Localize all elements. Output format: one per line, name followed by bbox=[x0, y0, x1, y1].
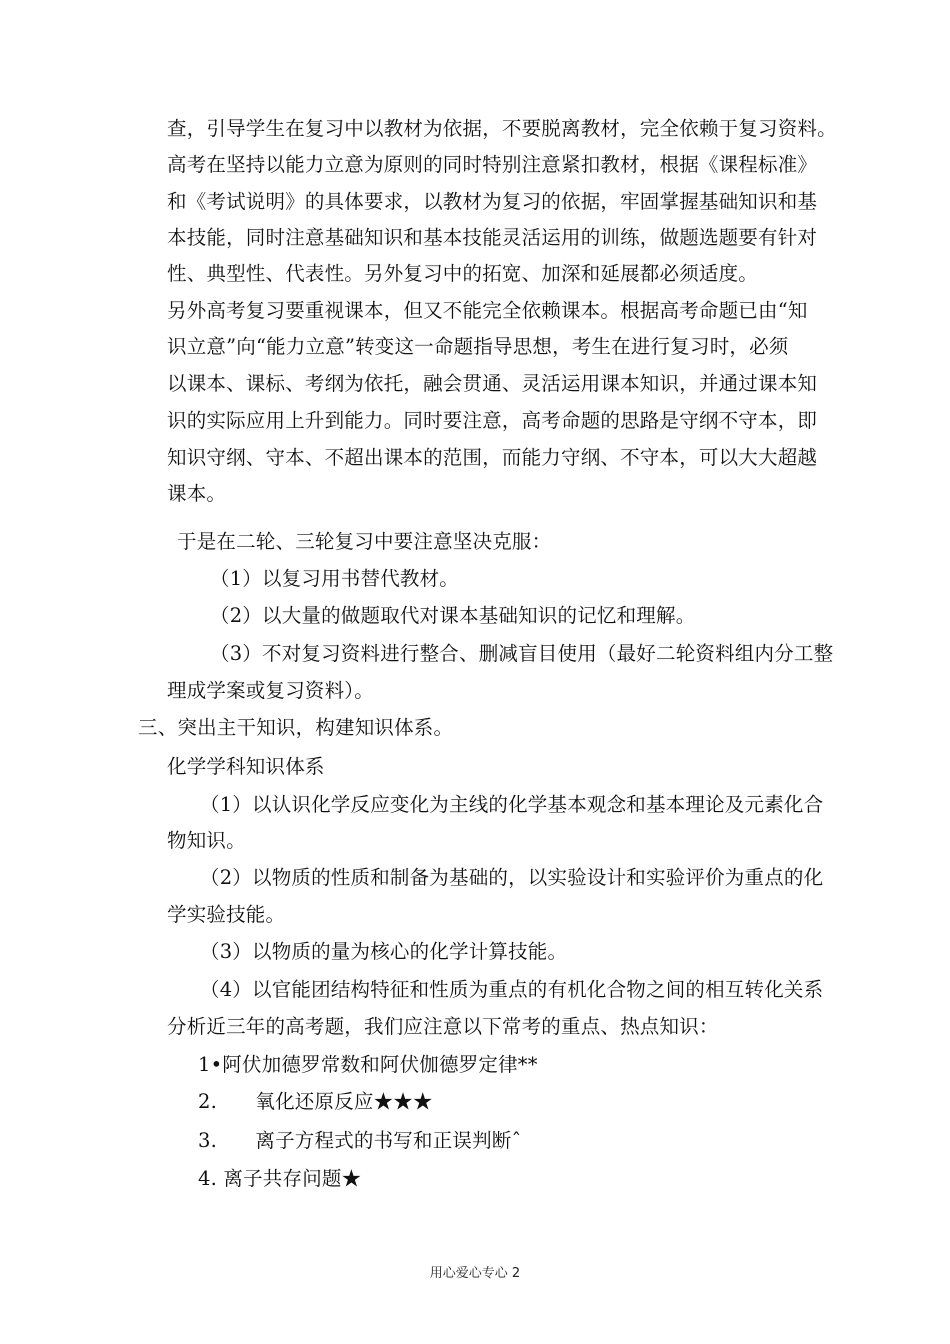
paragraph-line: 性、典型性、代表性。另外复习中的拓宽、加深和延展都必须适度。 bbox=[167, 262, 759, 285]
list-item: 1•阿伏加德罗常数和阿伏伽德罗定律** bbox=[198, 1053, 538, 1076]
list-item: 2. 氧化还原反应★★★ bbox=[198, 1090, 433, 1113]
list-item: 理成学案或复习资料）。 bbox=[167, 679, 374, 702]
list-item: 物知识。 bbox=[167, 829, 246, 852]
list-item: 3. 离子方程式的书写和正误判断ˆ bbox=[198, 1129, 522, 1152]
paragraph-line: 课本。 bbox=[167, 482, 227, 505]
page-footer: 用心爱心专心 2 bbox=[429, 1266, 521, 1281]
paragraph-line: 识立意”向“能力立意”转变这一命题指导思想，考生在进行复习时，必须 bbox=[167, 335, 789, 358]
paragraph-line: 于是在二轮、三轮复习中要注意坚决克服： bbox=[177, 530, 552, 553]
paragraph-line: 查，引导学生在复习中以教材为依据，不要脱离教材，完全依赖于复习资料。 bbox=[167, 117, 837, 140]
list-item: （1）以认识化学反应变化为主线的化学基本观念和基本理论及元素化合 bbox=[200, 793, 824, 816]
paragraph-line: 另外高考复习要重视课本，但又不能完全依赖课本。根据高考命题已由“知 bbox=[167, 299, 808, 322]
paragraph-line: 识的实际应用上升到能力。同时要注意，高考命题的思路是守纲不守本，即 bbox=[167, 409, 818, 432]
paragraph-line: 化学学科知识体系 bbox=[167, 755, 325, 778]
section-heading: 三、突出主干知识，构建知识体系。 bbox=[138, 716, 454, 739]
paragraph-line: 高考在坚持以能力立意为原则的同时特别注意紧扣教材，根据《课程标准》 bbox=[167, 153, 818, 176]
paragraph-line: 知识守纲、守本、不超出课本的范围，而能力守纲、不守本，可以大大超越 bbox=[167, 446, 818, 469]
list-item: （1）以复习用书替代教材。 bbox=[210, 567, 460, 590]
paragraph-line: 以课本、课标、考纲为依托，融会贯通、灵活运用课本知识，并通过课本知 bbox=[167, 372, 818, 395]
list-item: （2）以物质的性质和制备为基础的，以实验设计和实验评价为重点的化 bbox=[200, 866, 824, 889]
paragraph-line: 和《考试说明》的具体要求，以教材为复习的依据，牢固掌握基础知识和基 bbox=[167, 190, 818, 213]
list-item: （4）以官能团结构特征和性质为重点的有机化合物之间的相互转化关系 bbox=[200, 978, 824, 1001]
paragraph-line: 本技能，同时注意基础知识和基本技能灵活运用的训练，做题选题要有针对 bbox=[167, 226, 818, 249]
list-item: （2）以大量的做题取代对课本基础知识的记忆和理解。 bbox=[210, 604, 696, 627]
paragraph-line: 分析近三年的高考题，我们应注意以下常考的重点、热点知识： bbox=[167, 1015, 719, 1038]
list-item: （3）不对复习资料进行整合、删减盲目使用（最好二轮资料组内分工整 bbox=[210, 642, 834, 665]
list-item: （3）以物质的量为核心的化学计算技能。 bbox=[200, 940, 568, 963]
list-item: 学实验技能。 bbox=[167, 903, 286, 926]
list-item: 4. 离子共存问题★ bbox=[198, 1167, 362, 1190]
